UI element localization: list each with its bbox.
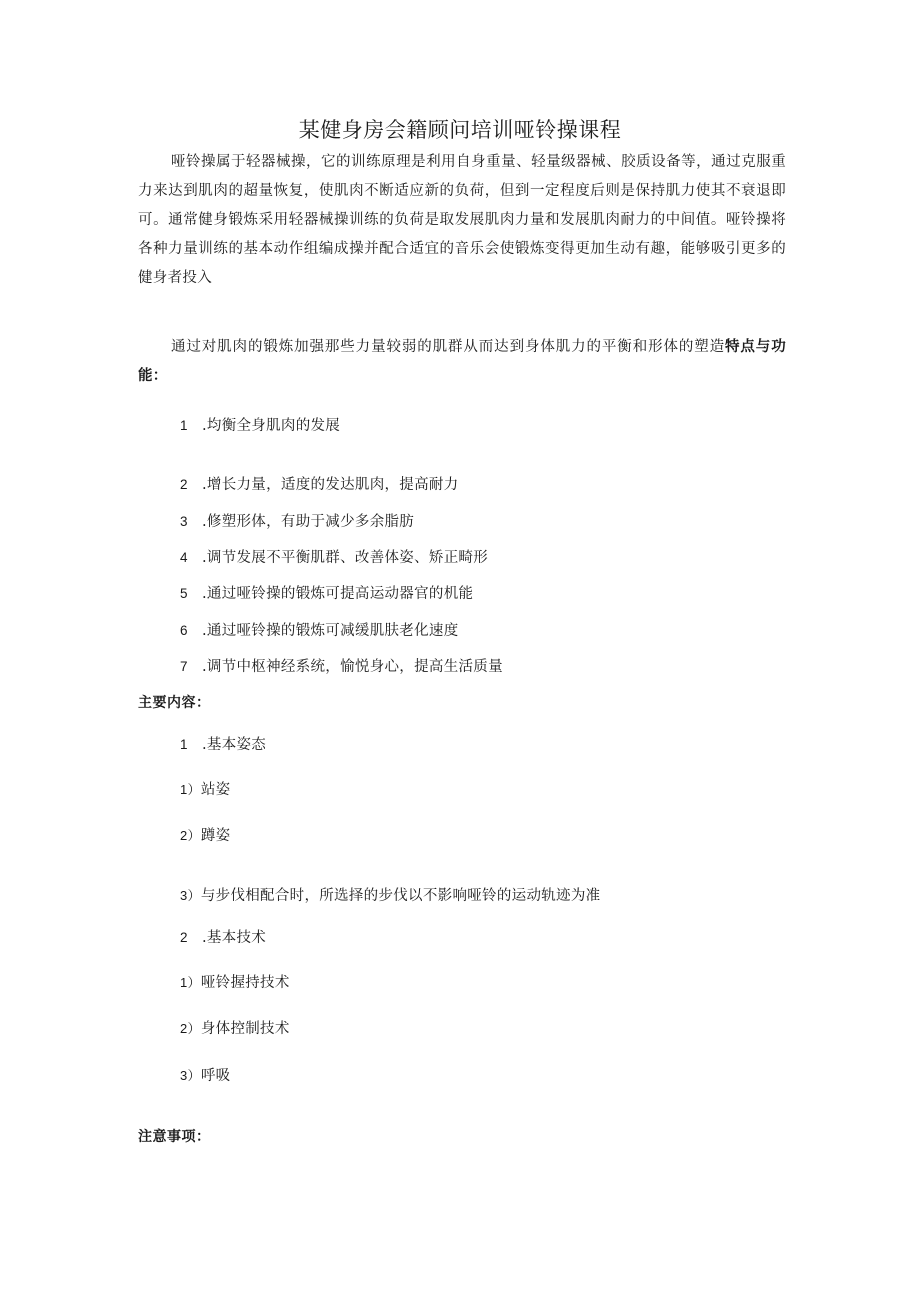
section-2-heading bbox=[180, 926, 266, 947]
content-heading: 主要内容： bbox=[138, 695, 211, 711]
notes-heading: 注意事项： bbox=[138, 1129, 211, 1145]
feature-number: 6 bbox=[180, 623, 188, 638]
section-1-heading bbox=[180, 733, 266, 754]
feature-text: .通过哑铃操的锻炼可提高运动器官的机能 bbox=[202, 586, 474, 602]
feature-item-1 bbox=[180, 414, 340, 435]
feature-number: 4 bbox=[180, 550, 188, 565]
features-lead-text: 通过对肌肉的锻炼加强那些力量较弱的肌群从而达到身体肌力的平衡和形体的塑造 bbox=[171, 339, 726, 355]
section-1-item-2 bbox=[180, 824, 230, 845]
sub-item-text: 站姿 bbox=[200, 782, 231, 798]
feature-item-5 bbox=[180, 582, 473, 603]
feature-number: 5 bbox=[180, 586, 188, 601]
section-1-item-3 bbox=[180, 884, 600, 905]
sub-item-text: 身体控制技术 bbox=[200, 1021, 290, 1037]
sub-item-text: 蹲姿 bbox=[200, 828, 231, 844]
section-2-item-2 bbox=[180, 1017, 290, 1038]
section-number: 1 bbox=[180, 737, 188, 752]
feature-text: .通过哑铃操的锻炼可减缓肌肤老化速度 bbox=[202, 623, 459, 639]
feature-text: .增长力量，适度的发达肌肉，提高耐力 bbox=[202, 477, 459, 493]
section-text: .基本姿态 bbox=[202, 737, 267, 753]
feature-text: .均衡全身肌肉的发展 bbox=[202, 418, 341, 434]
sub-item-number: 3） bbox=[180, 888, 201, 903]
sub-item-number: 2） bbox=[180, 1021, 201, 1036]
features-heading: 特点与功能： bbox=[138, 339, 787, 384]
section-text: .基本技术 bbox=[202, 930, 267, 946]
sub-item-text: 哑铃握持技术 bbox=[200, 975, 290, 991]
sub-item-number: 3） bbox=[180, 1068, 201, 1083]
feature-number: 2 bbox=[180, 477, 188, 492]
feature-item-7 bbox=[180, 655, 503, 676]
section-1-item-1 bbox=[180, 778, 230, 799]
feature-text: .修塑形体，有助于减少多余脂肪 bbox=[202, 514, 415, 530]
sub-item-text: 与步伐相配合时，所选择的步伐以不影响哑铃的运动轨迹为准 bbox=[200, 888, 601, 904]
feature-item-6 bbox=[180, 619, 459, 640]
sub-item-number: 2） bbox=[180, 828, 201, 843]
section-2-item-3 bbox=[180, 1064, 230, 1085]
feature-number: 7 bbox=[180, 659, 188, 674]
features-paragraph bbox=[138, 333, 786, 391]
sub-item-number: 1） bbox=[180, 782, 201, 797]
feature-text: .调节中枢神经系统，愉悦身心，提高生活质量 bbox=[202, 659, 503, 675]
section-number: 2 bbox=[180, 930, 188, 945]
feature-number: 1 bbox=[180, 418, 188, 433]
document-title: 某健身房会籍顾问培训哑铃操课程 bbox=[298, 118, 622, 142]
feature-text: .调节发展不平衡肌群、改善体姿、矫正畸形 bbox=[202, 550, 489, 566]
feature-number: 3 bbox=[180, 514, 188, 529]
feature-item-3 bbox=[180, 510, 414, 531]
section-2-item-1 bbox=[180, 971, 290, 992]
intro-paragraph: 哑铃操属于轻器械操，它的训练原理是利用自身重量、轻量级器械、胶质设备等，通过克服重力来达到肌肉的超量恢复，使肌肉不断适应新的负荷，但到一定程度后则是保持肌力使其不衰退即可。通常健身锻炼采用轻器械操训练的负荷是取发展肌肉力量和发展肌肉耐力的中间值。哑铃操将各种力量训练的基本动作组编成操并配合适宜的音乐会使锻炼变得更加生动有趣，能够吸引更多的健身者投入 bbox=[138, 154, 786, 286]
sub-item-text: 呼吸 bbox=[200, 1068, 231, 1084]
feature-item-2 bbox=[180, 473, 459, 494]
sub-item-number: 1） bbox=[180, 975, 201, 990]
feature-item-4 bbox=[180, 546, 488, 567]
